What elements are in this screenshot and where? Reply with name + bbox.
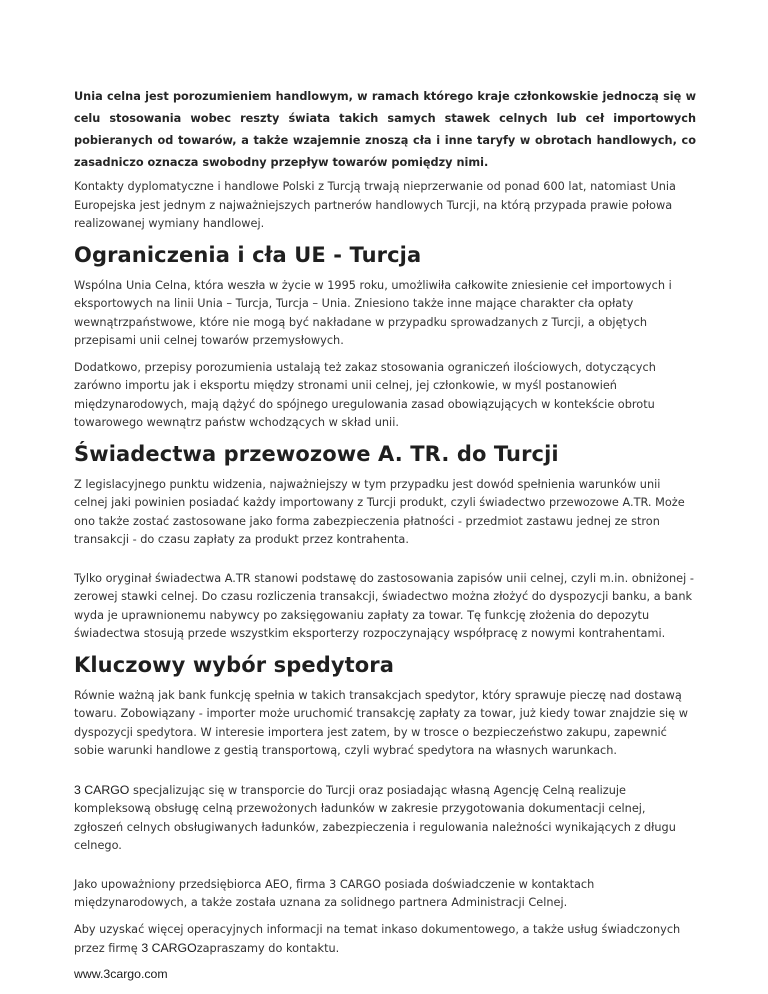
paragraph-atr-original: Tylko oryginał świadectwa A.TR stanowi podstawę do zastosowania zapisów unii celnej, czyli m.in. obniżonej - zerowej stawki celnej. Do czasu rozliczenia transakcji, świadectwo można złożyć do dyspozycji banku, a bank wyda je uprawnionemu nabywcy po zaksięgowaniu zapłaty za towar. Tę funkcję złożenia do depozytu świadectwa stosują przede wszystkim eksporterzy rozpoczynający współpracę z nowymi kontrahentami. — [74, 571, 694, 640]
paragraph-customs-union: Wspólna Unia Celna, która weszła w życie w 1995 roku, umożliwiła całkowite zniesienie ceł importowych i eksportowych na linii Unia – Turcja, Turcja – Unia. Zniesiono także inne mające charakter cła opłaty wewnątrzpaństwowe, które nie mogą być nakładane w przypadku sprowadzanych z Turcji, a objętych przepisami unii celnej towarów przemysłowych. — [74, 278, 672, 347]
website-link[interactable]: www.3cargo.com — [74, 966, 168, 981]
paragraph-aeo: Jako upoważniony przedsiębiorca AEO, firma 3 CARGO posiada doświadczenie w kontaktach międzynarodowych, a także została uznana za solidnego partnera Administracji Celnej. — [74, 877, 595, 909]
paragraph-contact-text: Aby uzyskać więcej operacyjnych informacji na temat inkaso dokumentowego, a także usług świadczonych przez firmę — [74, 922, 681, 955]
heading-restrictions: Ograniczenia i cła UE - Turcja — [74, 242, 422, 267]
paragraph-contact — [74, 921, 696, 959]
paragraph-3cargo-services — [74, 781, 696, 856]
paragraph-forwarder-role: Równie ważną jak bank funkcję spełnia w takich transakcjach spedytor, który sprawuje pieczę nad dostawą towaru. Zobowiązany - importer może uruchomić transakcję zapłaty za towar, już kiedy towar znajdzie się w dyspozycji spedytora. W interesie importera jest zatem, by w trosce o bezpieczeństwo zakupu, zapewnić sobie warunki handlowe z gestią transportową, czyli wybrać spedytora na własnych warunkach. — [74, 688, 688, 757]
paragraph-contact-end: zapraszamy do kontaktu. — [196, 942, 340, 955]
company-link[interactable]: 3 CARGO — [74, 782, 130, 797]
company-link-contact[interactable]: 3 CARGO — [141, 941, 197, 955]
heading-atr-certificates: Świadectwa przewozowe A. TR. do Turcji — [74, 441, 559, 466]
heading-forwarder: Kluczowy wybór spedytora — [74, 652, 395, 677]
document-page — [74, 86, 696, 981]
intro-paragraph: Unia celna jest porozumieniem handlowym, w ramach którego kraje członkowskie jednoczą się w celu stosowania wobec reszty świata takich samych stawek celnych lub ceł importowych pobieranych od towarów, a także wzajemnie znoszą cła i inne taryfy w obrotach handlowych, co zasadniczo oznacza swobodny przepływ towarów pomiędzy nimi. — [74, 90, 696, 169]
paragraph-quantitative-limits: Dodatkowo, przepisy porozumienia ustalają też zakaz stosowania ograniczeń ilościowych, dotyczących zarówno importu jak i eksportu między stronami unii celnej, jej członkowie, w myśl postanowień międzynarodowych, mają dążyć do spójnego uregulowania zasad obowiązujących w kontekście obrotu towarowego wewnątrz państw wchodzących w skład unii. — [74, 360, 656, 429]
paragraph-atr-proof: Z legislacyjnego punktu widzenia, najważniejszy w tym przypadku jest dowód spełnienia warunków unii celnej jaki powinien posiadać każdy importowany z Turcji produkt, czyli świadectwo przewozowe A.TR. Może ono także zostać zastosowane jako forma zabezpieczenia płatności - przedmiot zastawu jednej ze stron transakcji - do czasu zapłaty za produkt przez kontrahenta. — [74, 477, 685, 546]
paragraph-3cargo-services-text: specjalizując się w transporcie do Turcji oraz posiadając własną Agencję Celną realizuje kompleksową obsługę celną przewożonych ładunków w zakresie przygotowania dokumentacji celnej, zgłoszeń celnych obsługiwanych ładunków, zabezpieczenia i regulowania należności wynikających z długu celnego. — [74, 783, 676, 852]
paragraph-history: Kontakty dyplomatyczne i handlowe Polski z Turcją trwają nieprzerwanie od ponad 600 lat, natomiast Unia Europejska jest jednym z najważniejszych partnerów handlowych Turcji, na którą przypada prawie połowa realizowanej wymiany handlowej. — [74, 180, 676, 230]
